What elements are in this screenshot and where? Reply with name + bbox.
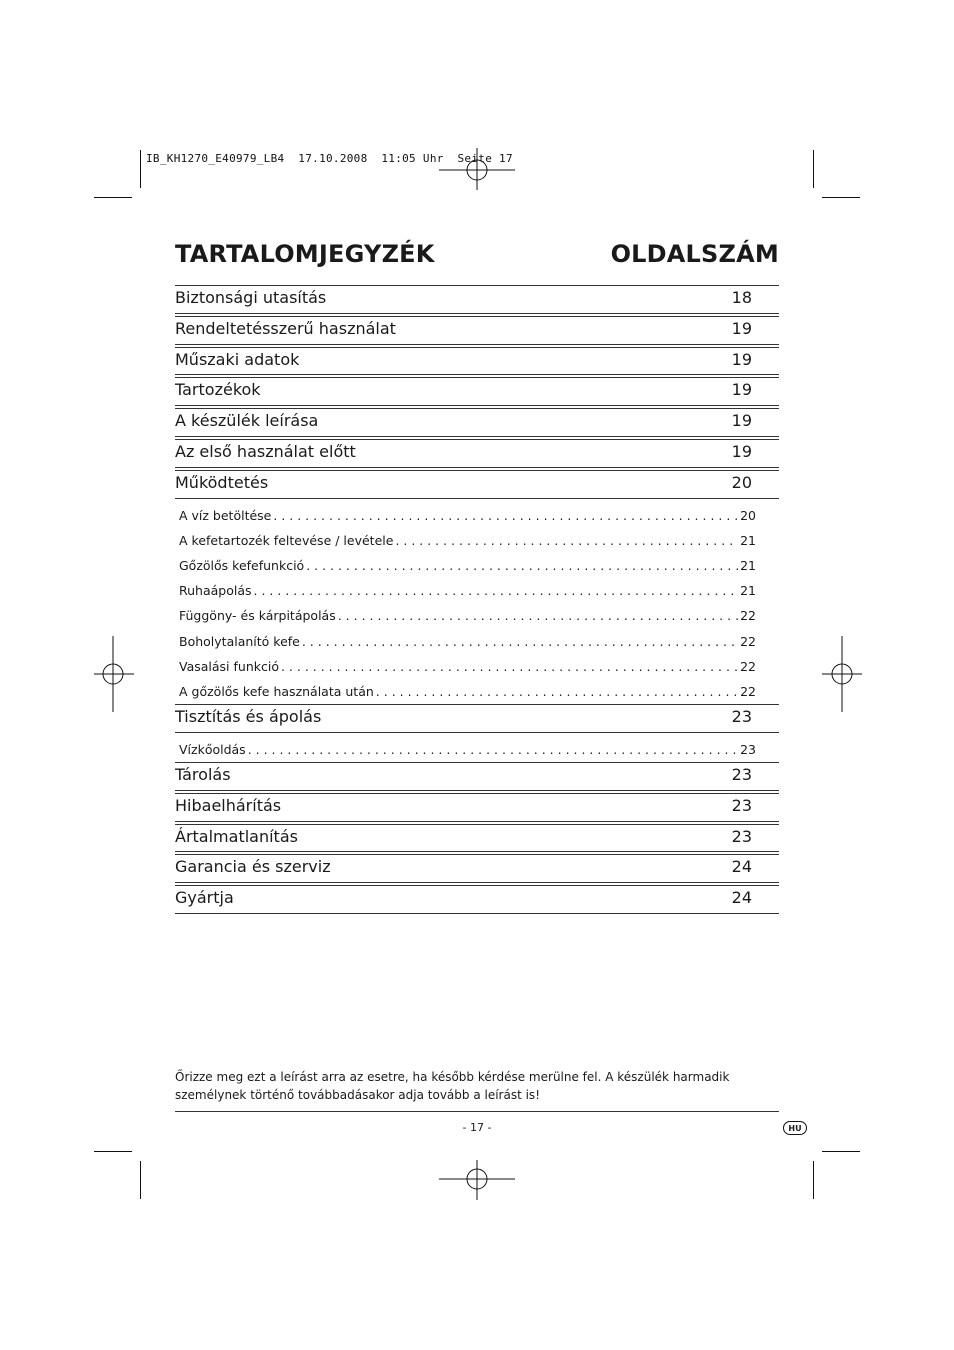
toc-subentry-page: 23 <box>740 741 756 757</box>
toc-subentry-page: 22 <box>740 608 756 624</box>
toc-subentry-page: 21 <box>740 558 756 574</box>
toc-entry-label: Hibaelhárítás <box>175 795 282 815</box>
page-number-column-title: OLDALSZÁM <box>610 240 779 268</box>
toc-subentry-page: 21 <box>740 532 756 548</box>
crop-mark-bottom-right-h <box>822 1151 860 1152</box>
toc-entry <box>175 762 779 793</box>
toc-subentries <box>175 501 779 705</box>
crop-mark-top-right-h <box>822 197 860 198</box>
toc-subentry-label: A víz betöltése <box>179 507 272 523</box>
toc-title: TARTALOMJEGYZÉK <box>175 240 435 268</box>
toc-subentry <box>175 528 779 553</box>
toc-entry-label: Tárolás <box>175 765 231 785</box>
toc-entry-label: Garancia és szerviz <box>175 857 331 877</box>
toc-entry-label: Az első használat előtt <box>175 441 356 461</box>
toc-subentry <box>175 654 779 679</box>
toc-entry-page: 19 <box>731 349 752 369</box>
toc-subentry <box>175 737 779 762</box>
toc-entry <box>175 885 779 916</box>
toc-entry-page: 24 <box>731 888 752 908</box>
dot-leader <box>273 508 738 523</box>
registration-mark-right-icon <box>822 636 862 712</box>
language-badge: HU <box>783 1121 807 1135</box>
toc-entry-label: Gyártja <box>175 888 234 908</box>
toc-subentry <box>175 503 779 528</box>
registration-mark-bottom-icon <box>439 1160 515 1200</box>
print-slug-line: IB_KH1270_E40979_LB4 17.10.2008 11:05 Uhr Seite 17 <box>146 152 513 165</box>
crop-mark-top-left-h <box>94 197 132 198</box>
toc-subentry-label: A kefetartozék feltevése / levétele <box>179 532 394 548</box>
toc-entry-label: Ártalmatlanítás <box>175 826 298 846</box>
toc-entry <box>175 316 779 347</box>
toc-entry-label: A készülék leírása <box>175 411 319 431</box>
toc-entry-page: 19 <box>731 318 752 338</box>
page-number: - 17 - <box>462 1121 492 1134</box>
toc-entry-label: Tisztítás és ápolás <box>175 707 322 727</box>
toc-subentry-label: Vízkőoldás <box>179 741 246 757</box>
toc-subentry-label: Függöny- és kárpitápolás <box>179 608 336 624</box>
toc-entry-page: 19 <box>731 441 752 461</box>
toc-subentry <box>175 629 779 654</box>
toc-subentry-label: A gőzölős kefe használata után <box>179 683 374 699</box>
toc-entry-page: 23 <box>731 826 752 846</box>
registration-mark-top-icon <box>439 134 515 194</box>
toc-entry <box>175 793 779 824</box>
crop-mark-bottom-left-h <box>94 1151 132 1152</box>
toc-subentry <box>175 553 779 578</box>
toc-entry <box>175 470 779 501</box>
toc-subentry-page: 22 <box>740 658 756 674</box>
toc-entry <box>175 854 779 885</box>
toc-subentry-label: Ruhaápolás <box>179 583 252 599</box>
toc-subentry-page: 20 <box>740 507 756 523</box>
toc-entry <box>175 377 779 408</box>
toc-entry-page: 23 <box>731 707 752 727</box>
footnote: Őrizze meg ezt a leírást arra az esetre, ha később kérdése merülne fel. A készülék harmadik személynek történő továbbadásakor adja tovább a leírást is! <box>175 1070 730 1102</box>
toc-entry <box>175 408 779 439</box>
toc-entry-page: 18 <box>731 288 752 307</box>
dot-leader <box>248 742 738 757</box>
toc-subentry <box>175 603 779 628</box>
toc-entry <box>175 347 779 378</box>
toc-entry-page: 23 <box>731 795 752 815</box>
toc-entry-page: 19 <box>731 380 752 400</box>
toc-entry-label: Biztonsági utasítás <box>175 288 327 307</box>
toc-entry <box>175 704 779 735</box>
table-of-contents <box>175 285 779 916</box>
dot-leader <box>281 659 738 674</box>
toc-entry-page: 20 <box>731 472 752 492</box>
toc-entry <box>175 824 779 855</box>
dot-leader <box>306 558 738 573</box>
toc-subentry-page: 22 <box>740 633 756 649</box>
toc-subentries <box>175 735 779 762</box>
registration-mark-left-icon <box>94 636 134 712</box>
toc-subentry-label: Boholytalanító kefe <box>179 633 300 649</box>
dot-leader <box>254 583 739 598</box>
crop-mark-top-right-v <box>813 150 814 188</box>
toc-subentry <box>175 679 779 704</box>
crop-mark-top-left-v <box>140 150 141 188</box>
dot-leader <box>302 634 738 649</box>
toc-entry-label: Működtetés <box>175 472 269 492</box>
toc-entry <box>175 439 779 470</box>
toc-entry-page: 24 <box>731 857 752 877</box>
toc-subentry-label: Vasalási funkció <box>179 658 279 674</box>
toc-entry-label: Tartozékok <box>175 380 261 400</box>
dot-leader <box>338 608 738 623</box>
crop-mark-bottom-right-v <box>813 1161 814 1199</box>
toc-subentry-page: 22 <box>740 683 756 699</box>
dot-leader <box>395 533 738 548</box>
toc-entry-page: 19 <box>731 411 752 431</box>
crop-mark-bottom-left-v <box>140 1161 141 1199</box>
toc-subentry-label: Gőzölős kefefunkció <box>179 558 305 574</box>
toc-entry-page: 23 <box>731 765 752 785</box>
toc-header <box>175 240 779 274</box>
toc-entry-label: Műszaki adatok <box>175 349 300 369</box>
toc-entry <box>175 285 779 316</box>
dot-leader <box>376 684 738 699</box>
toc-entry-label: Rendeltetésszerű használat <box>175 318 396 338</box>
footer-divider <box>175 1111 779 1112</box>
toc-subentry <box>175 578 779 603</box>
toc-subentry-page: 21 <box>740 583 756 599</box>
